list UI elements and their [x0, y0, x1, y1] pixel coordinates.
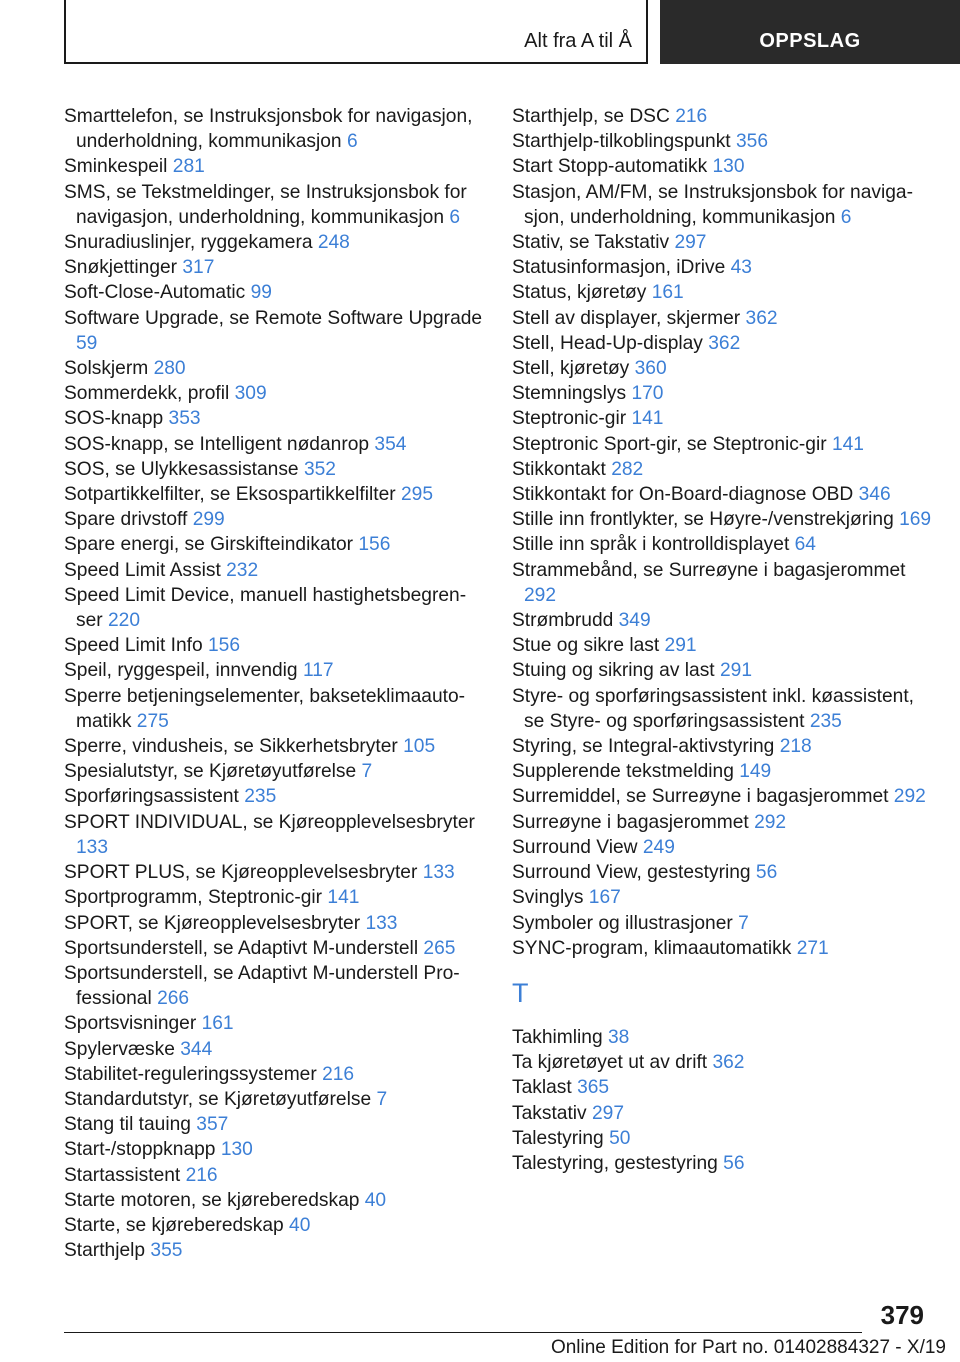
index-page-link[interactable]: 291	[719, 660, 752, 682]
index-column-left	[64, 104, 484, 1263]
index-page-link[interactable]: 232	[226, 559, 259, 581]
index-entry-term: Sotpartikkelfilter, se Eksospartikkelfilter	[64, 484, 396, 506]
index-entry	[64, 154, 484, 179]
index-entry-term: Starte, se kjøreberedskap	[64, 1214, 284, 1236]
index-page-link[interactable]: 130	[220, 1139, 253, 1161]
index-entry	[64, 1037, 484, 1062]
index-entry-term: Sperre betjeningselementer, bakseteklimaautomatikk	[64, 685, 466, 732]
index-entry	[64, 280, 484, 305]
index-page-link[interactable]: 265	[423, 937, 456, 959]
index-entry-term: Status, kjøretøy	[512, 282, 647, 304]
index-entry	[64, 255, 484, 280]
index-entry	[512, 759, 932, 784]
index-entry-term: Stang til tauing	[64, 1114, 191, 1136]
index-page-link[interactable]: 266	[157, 988, 190, 1010]
index-entry-term: Stabilitet-reguleringssystemer	[64, 1063, 317, 1085]
index-page-link[interactable]: 362	[708, 332, 741, 354]
index-page-link[interactable]: 156	[208, 635, 241, 657]
index-entry	[512, 684, 932, 734]
index-page-link[interactable]: 346	[858, 484, 891, 506]
index-entry	[512, 885, 932, 910]
index-page-link[interactable]: 292	[754, 811, 787, 833]
index-page-link[interactable]: 271	[796, 937, 829, 959]
index-entry	[64, 306, 484, 356]
index-entry	[64, 104, 484, 154]
index-entry	[64, 180, 484, 230]
index-page-link[interactable]: 291	[664, 635, 697, 657]
index-page-link[interactable]: 38	[608, 1026, 630, 1048]
index-page-link[interactable]: 352	[303, 458, 336, 480]
index-entry	[64, 457, 484, 482]
index-page-link[interactable]: 64	[794, 534, 816, 556]
index-page-link[interactable]: 309	[234, 383, 267, 405]
index-page-link[interactable]: 40	[289, 1214, 311, 1236]
index-entry-term: Strømbrudd	[512, 610, 614, 632]
index-entry	[64, 810, 484, 860]
index-entry	[64, 1137, 484, 1162]
index-page-link[interactable]: 235	[244, 786, 277, 808]
index-entry-term: Surround View	[512, 836, 638, 858]
index-page-link[interactable]: 292	[524, 584, 557, 606]
index-entry-term: Surremiddel, se Surreøyne i bagasjerommet	[512, 786, 889, 808]
index-entry	[512, 558, 932, 608]
index-entry-term: Supplerende tekstmelding	[512, 761, 734, 783]
index-page-link[interactable]: 216	[185, 1164, 218, 1186]
index-entry	[512, 633, 932, 658]
index-entry-term: Speed Limit Assist	[64, 559, 221, 581]
index-page-link[interactable]: 280	[153, 358, 186, 380]
index-entry-term: Steptronic-gir	[512, 408, 627, 430]
index-entry-term: Sportsunderstell, se Adaptivt M-understell Professional	[64, 962, 460, 1010]
index-page-link[interactable]: 357	[196, 1114, 229, 1136]
index-page-link[interactable]: 130	[712, 156, 745, 178]
index-entry	[64, 532, 484, 557]
index-entry-term: Smarttelefon, se Instruksjonsbok for navigasjon, underholdning, kommunikasjon	[64, 106, 473, 153]
index-page-link[interactable]: 354	[374, 433, 407, 455]
index-entry-term: Stikkontakt for On-Board-diagnose OBD	[512, 484, 854, 506]
index-page-link[interactable]: 295	[400, 484, 433, 506]
index-entry	[512, 331, 932, 356]
index-page-link[interactable]: 105	[403, 736, 436, 758]
index-entry	[64, 759, 484, 784]
index-entry-term: Startassistent	[64, 1164, 181, 1186]
index-entry-term: Sperre, vindusheis, se Sikkerhetsbryter	[64, 736, 398, 758]
index-entry	[512, 608, 932, 633]
index-entry	[512, 734, 932, 759]
index-column-right	[512, 104, 932, 1176]
index-entry-term: Stue og sikre last	[512, 635, 660, 657]
index-entry-term: SOS-knapp, se Intelligent nødanrop	[64, 433, 370, 455]
index-page-link[interactable]: 167	[588, 887, 621, 909]
index-entry	[512, 104, 932, 129]
index-entry	[64, 1112, 484, 1137]
index-page-link[interactable]: 40	[364, 1189, 387, 1211]
index-page-link[interactable]: 6	[449, 206, 461, 228]
index-entry-term: Starte motoren, se kjøreberedskap	[64, 1189, 360, 1211]
index-page-link[interactable]: 216	[675, 106, 708, 127]
index-page-link[interactable]: 360	[634, 358, 667, 380]
index-entry	[512, 911, 932, 936]
index-entry	[64, 558, 484, 583]
index-entry	[64, 860, 484, 885]
index-entry-term: Takhimling	[512, 1026, 603, 1048]
index-entry	[512, 457, 932, 482]
index-entry	[512, 306, 932, 331]
index-entry-term: Taklast	[512, 1077, 572, 1099]
index-entry	[512, 129, 932, 154]
index-page-link[interactable]: 216	[322, 1063, 355, 1085]
index-page-link[interactable]: 281	[172, 156, 205, 178]
index-entry-term: Snuradiuslinjer, ryggekamera	[64, 232, 313, 254]
index-entry	[64, 936, 484, 961]
index-entry	[64, 1213, 484, 1238]
index-entry-term: Stativ, se Takstativ	[512, 232, 670, 254]
index-page-link[interactable]: 133	[365, 912, 398, 934]
index-entry	[64, 381, 484, 406]
index-entry	[512, 936, 932, 961]
index-page-link[interactable]: 362	[745, 307, 778, 329]
index-entry	[64, 784, 484, 809]
index-entry-term: Styring, se Integral-aktivstyring	[512, 736, 775, 758]
index-entry-term: Soft-Close-Automatic	[64, 282, 246, 304]
index-entry	[512, 1050, 932, 1075]
index-entry-term: Speil, ryggespeil, innvendig	[64, 660, 298, 682]
index-entry-term: Speed Limit Info	[64, 635, 203, 657]
index-page-link[interactable]: 161	[651, 282, 684, 304]
index-entry	[64, 911, 484, 936]
index-entry	[512, 532, 932, 557]
index-entry-term: SPORT PLUS, se Kjøreopplevelsesbryter	[64, 862, 418, 884]
index-page-link[interactable]: 353	[168, 408, 201, 430]
index-entry	[512, 784, 932, 809]
index-entry	[512, 432, 932, 457]
index-entry	[64, 356, 484, 381]
index-entry-term: Sporføringsassistent	[64, 786, 239, 808]
index-entry	[512, 507, 932, 532]
index-entry-term: Surreøyne i bagasjerommet	[512, 811, 749, 833]
index-entry	[64, 684, 484, 734]
index-entry-term: Surround View, gestestyring	[512, 862, 751, 884]
index-entry-term: Start-/stoppknapp	[64, 1139, 216, 1161]
index-entry-term: Stasjon, AM/FM, se Instruksjonsbok for navigasjon, underholdning, kommunikasjon	[512, 181, 913, 228]
index-page-link[interactable]: 170	[631, 383, 664, 405]
index-entry-term: Symboler og illustrasjoner	[512, 912, 733, 934]
index-entry	[64, 406, 484, 431]
index-entry-term: Stikkontakt	[512, 458, 606, 480]
index-entry	[64, 507, 484, 532]
index-entry-term: Snøkjettinger	[64, 257, 178, 279]
index-page-link[interactable]: 149	[739, 761, 772, 783]
header-frame	[64, 0, 648, 64]
index-entry	[512, 1126, 932, 1151]
index-letter-heading: T	[512, 977, 529, 1008]
index-page-link[interactable]: 156	[358, 534, 391, 556]
index-entry	[64, 1087, 484, 1112]
index-entry-term: SPORT INDIVIDUAL, se Kjøreopplevelsesbryter	[64, 811, 475, 833]
index-page-link[interactable]: 141	[831, 433, 864, 455]
index-entry	[512, 154, 932, 179]
index-entry-term: Standardutstyr, se Kjøretøyutførelse	[64, 1088, 372, 1110]
index-entry	[64, 1163, 484, 1188]
index-page-link[interactable]: 6	[840, 206, 852, 228]
index-entry-term: Stille inn frontlykter, se Høyre-/venstrekjøring	[512, 509, 894, 531]
index-entry	[512, 860, 932, 885]
index-page-link[interactable]: 349	[618, 610, 651, 632]
index-entry	[512, 658, 932, 683]
index-entry-term: Stell av displayer, skjermer	[512, 307, 741, 329]
footer-edition: Online Edition for Part no. 01402884327 - X/19	[550, 1337, 946, 1358]
index-entry	[512, 406, 932, 431]
index-entry-term: Spesialutstyr, se Kjøretøyutførelse	[64, 761, 357, 783]
index-entry	[512, 255, 932, 280]
index-page-link[interactable]: 59	[76, 332, 98, 354]
index-entry-term: SOS, se Ulykkesassistanse	[64, 458, 299, 480]
index-entry	[512, 230, 932, 255]
index-page-link[interactable]: 56	[723, 1152, 745, 1174]
index-entry-term: Speed Limit Device, manuell hastighetsbegrenser	[64, 584, 467, 632]
index-page-link[interactable]: 297	[591, 1102, 624, 1124]
index-entry-term: SOS-knapp	[64, 408, 164, 430]
index-entry-term: Stell, Head-Up-display	[512, 332, 703, 354]
index-entry-term: Solskjerm	[64, 358, 149, 380]
index-entry-term: Ta kjøretøyet ut av drift	[512, 1052, 708, 1074]
index-entry-term: Stuing og sikring av last	[512, 660, 715, 682]
index-entry	[64, 432, 484, 457]
index-entry-term: Steptronic Sport-gir, se Steptronic-gir	[512, 433, 827, 455]
index-page-link[interactable]: 292	[893, 786, 926, 808]
index-page-link[interactable]: 317	[182, 257, 215, 279]
index-entry-term: Start Stopp-automatikk	[512, 156, 708, 178]
index-entry-term: Talestyring	[512, 1127, 604, 1149]
index-page-link[interactable]: 365	[577, 1077, 610, 1099]
index-page-link[interactable]: 235	[809, 710, 842, 732]
index-page-link[interactable]: 99	[250, 282, 272, 304]
index-page-link[interactable]: 43	[730, 257, 752, 279]
index-page-link[interactable]: 218	[779, 736, 812, 758]
index-page-link[interactable]: 169	[899, 509, 932, 531]
index-entry	[512, 1101, 932, 1126]
index-entry	[64, 658, 484, 683]
index-page-link[interactable]: 282	[611, 458, 644, 480]
index-entry-term: SYNC-program, klimaautomatikk	[512, 937, 792, 959]
index-page-link[interactable]: 299	[192, 509, 225, 531]
index-entry-term: Starthjelp-tilkoblingspunkt	[512, 131, 731, 153]
index-page-link[interactable]: 355	[150, 1240, 183, 1262]
index-entry	[64, 1011, 484, 1036]
index-entry-term: Strammebånd, se Surreøyne i bagasjerommet	[512, 559, 906, 581]
index-page-link[interactable]: 50	[609, 1127, 631, 1149]
index-entry-term: Sportsunderstell, se Adaptivt M-understell	[64, 937, 419, 959]
index-page-link[interactable]: 7	[376, 1088, 388, 1110]
index-page-link[interactable]: 6	[346, 131, 358, 153]
page-number: 379	[880, 1300, 924, 1330]
index-entry	[64, 230, 484, 255]
index-entry	[512, 280, 932, 305]
index-entry	[512, 356, 932, 381]
index-entry-term: Stell, kjøretøy	[512, 358, 630, 380]
index-entry-term: Starthjelp, se DSC	[512, 106, 670, 127]
index-entry-term: Spylervæske	[64, 1038, 175, 1060]
index-entry-term: Svinglys	[512, 887, 584, 909]
index-entry-term: Spare drivstoff	[64, 509, 188, 531]
chapter-title: Alt fra A til Å	[524, 30, 632, 52]
index-page-link[interactable]: 141	[327, 887, 360, 909]
index-page-link[interactable]: 275	[136, 710, 169, 732]
index-page-link[interactable]: 7	[738, 912, 749, 934]
index-entry-term: Sommerdekk, profil	[64, 383, 230, 405]
index-entry	[64, 633, 484, 658]
index-group-t	[512, 1025, 932, 1176]
index-page-link[interactable]: 133	[422, 862, 455, 884]
index-entry	[64, 1188, 484, 1213]
index-entry-term: Stemningslys	[512, 383, 627, 405]
index-page-link[interactable]: 356	[736, 131, 769, 153]
index-group-s	[512, 104, 932, 961]
index-entry	[64, 961, 484, 1011]
index-entry	[64, 1062, 484, 1087]
index-entry-term: Takstativ	[512, 1102, 587, 1124]
index-entry	[64, 482, 484, 507]
index-page-link[interactable]: 161	[201, 1013, 234, 1035]
index-entry	[64, 1238, 484, 1263]
index-entry	[512, 1025, 932, 1050]
index-entry-term: Stille inn språk i kontrolldisplayet	[512, 534, 790, 556]
index-page-link[interactable]: 133	[76, 836, 109, 858]
index-entry-term: Spare energi, se Girskifteindikator	[64, 534, 354, 556]
index-entry-term: Starthjelp	[64, 1240, 146, 1262]
index-entry	[512, 381, 932, 406]
index-entry	[512, 1075, 932, 1100]
index-entry-term: SPORT, se Kjøreopplevelsesbryter	[64, 912, 361, 934]
index-entry	[512, 482, 932, 507]
index-entry	[64, 885, 484, 910]
index-entry	[64, 583, 484, 633]
index-page-link[interactable]: 362	[712, 1052, 745, 1074]
index-page-link[interactable]: 7	[361, 761, 373, 783]
index-entry-term: Sportsvisninger	[64, 1013, 197, 1035]
index-entry-term: SMS, se Tekstmeldinger, se Instruksjonsbok for navigasjon, underholdning, kommunikasjon	[64, 181, 467, 228]
index-page-link[interactable]: 117	[302, 660, 334, 682]
index-page-link[interactable]: 56	[755, 862, 778, 884]
index-entry	[64, 734, 484, 759]
index-page-link[interactable]: 344	[180, 1038, 213, 1060]
section-tab[interactable]: OPPSLAG	[660, 0, 960, 64]
index-entry	[512, 810, 932, 835]
index-entry-term: Software Upgrade, se Remote Software Upgrade	[64, 307, 483, 329]
index-page-link[interactable]: 141	[631, 408, 664, 430]
footer-divider	[64, 1332, 862, 1333]
index-entry-term: Statusinformasjon, iDrive	[512, 257, 726, 279]
index-page-link[interactable]: 297	[674, 232, 707, 254]
index-entry	[512, 1151, 932, 1176]
index-entry-term: Sportprogramm, Steptronic-gir	[64, 887, 323, 909]
index-entry-term: Talestyring, gestestyring	[512, 1152, 718, 1174]
index-page-link[interactable]: 248	[317, 232, 350, 254]
index-entry-term: Styre- og sporføringsassistent inkl. køassistent, se Styre- og sporføringsassistent	[512, 685, 915, 732]
index-page-link[interactable]: 249	[642, 836, 675, 858]
index-entry	[512, 180, 932, 230]
index-entry	[512, 835, 932, 860]
index-page-link[interactable]: 220	[108, 610, 141, 632]
index-entry-term: Sminkespeil	[64, 156, 168, 178]
